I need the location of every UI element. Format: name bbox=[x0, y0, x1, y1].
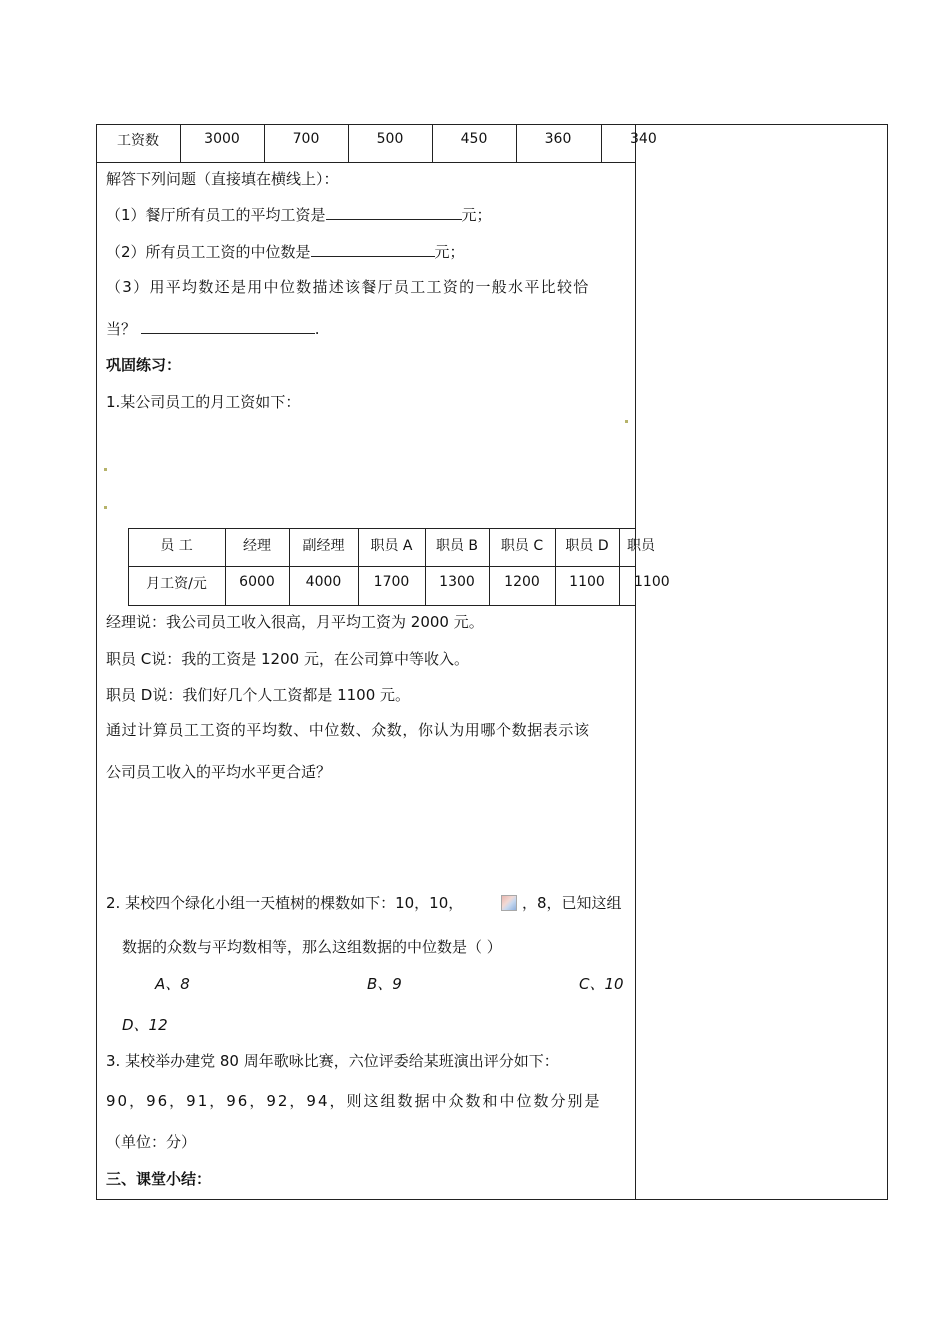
table-header-cell: 职员 C bbox=[500, 538, 544, 554]
question-3-text: 当？ bbox=[106, 320, 137, 338]
missing-number-image bbox=[501, 895, 517, 911]
practice-2-text-a: 2. 某校四个绿化小组一天植树的棵数如下：10，10， bbox=[106, 894, 464, 912]
question-1-text: （1）餐厅所有员工的平均工资是 bbox=[106, 206, 326, 224]
question-1 bbox=[106, 204, 492, 225]
section-heading-practice: 巩固练习： bbox=[106, 356, 182, 374]
option-d: D、12 bbox=[122, 1016, 168, 1034]
table-header-cell: 职员 A bbox=[370, 538, 413, 554]
option-b: B、9 bbox=[367, 975, 402, 993]
table-border bbox=[128, 605, 636, 606]
table-header-cell: 副经理 bbox=[302, 538, 345, 554]
table-header-cell: 职员 D bbox=[565, 538, 609, 554]
table-cell: 1300 bbox=[439, 574, 475, 590]
table-border bbox=[128, 528, 636, 529]
table-header-cell: 工资数 bbox=[117, 133, 159, 149]
statement-staff-c: 职员 C说：我的工资是 1200 元，在公司算中等收入。 bbox=[106, 650, 469, 668]
practice-2-text-b: ，8，已知这组 bbox=[522, 894, 622, 912]
question-1-unit: 元； bbox=[461, 206, 492, 224]
table-border bbox=[128, 566, 636, 567]
table-cell: 1100 bbox=[634, 574, 670, 590]
answer-blank bbox=[326, 205, 462, 220]
table-row-label: 月工资/元 bbox=[146, 576, 207, 592]
question-3-line2 bbox=[106, 318, 320, 339]
practice-1-question-line2: 公司员工收入的平均水平更合适？ bbox=[106, 763, 332, 781]
table-cell: 1200 bbox=[504, 574, 540, 590]
table-cell: 340 bbox=[630, 131, 657, 147]
question-2 bbox=[106, 241, 465, 262]
practice-3-line3: （单位：分） bbox=[106, 1133, 197, 1151]
answer-blank bbox=[141, 319, 315, 334]
decorative-dot bbox=[104, 468, 107, 471]
table-cell: 500 bbox=[376, 131, 404, 147]
section-heading-summary: 三、课堂小结： bbox=[106, 1170, 212, 1188]
practice-2-line2: 数据的众数与平均数相等，那么这组数据的中位数是（ ） bbox=[122, 938, 502, 956]
table-header-cell: 职员 bbox=[627, 538, 655, 554]
table-cell: 1100 bbox=[569, 574, 605, 590]
table-header-cell: 员 工 bbox=[160, 538, 193, 554]
practice-3-line1: 3. 某校举办建党 80 周年歌咏比赛，六位评委给某班演出评分如下： bbox=[106, 1052, 559, 1070]
option-c: C、10 bbox=[579, 975, 624, 993]
table-cell: 700 bbox=[292, 131, 320, 147]
table-header-cell: 职员 B bbox=[435, 538, 479, 554]
statement-manager: 经理说：我公司员工收入很高，月平均工资为 2000 元。 bbox=[106, 613, 484, 631]
question-2-text: （2）所有员工工资的中位数是 bbox=[106, 243, 311, 261]
practice-2-line1 bbox=[106, 892, 463, 913]
table-cell: 4000 bbox=[305, 574, 342, 590]
statement-staff-d: 职员 D说：我们好几个人工资都是 1100 元。 bbox=[106, 686, 411, 704]
question-2-unit: 元； bbox=[434, 243, 465, 261]
answer-blank bbox=[311, 242, 435, 257]
instructions-text: 解答下列问题（直接填在横线上）： bbox=[106, 170, 339, 188]
table-cell: 450 bbox=[460, 131, 488, 147]
table-row-bottom-border bbox=[96, 162, 636, 163]
option-a: A、8 bbox=[155, 975, 190, 993]
column-divider bbox=[635, 124, 636, 1200]
table-cell-border bbox=[601, 124, 602, 162]
decorative-dot bbox=[625, 420, 628, 423]
question-3-end: . bbox=[314, 320, 320, 338]
practice-1-intro: 1.某公司员工的月工资如下： bbox=[106, 393, 301, 411]
table-cell: 6000 bbox=[239, 574, 275, 590]
table-cell: 360 bbox=[544, 131, 572, 147]
table-cell: 1700 bbox=[373, 574, 410, 590]
decorative-dot bbox=[104, 506, 107, 509]
practice-3-line2: 90，96，91，96，92，94，则这组数据中众数和中位数分别是 bbox=[106, 1092, 602, 1110]
question-3-line1: （3）用平均数还是用中位数描述该餐厅员工工资的一般水平比较恰 bbox=[106, 278, 590, 296]
table-border bbox=[619, 528, 620, 605]
table-cell: 3000 bbox=[204, 131, 240, 147]
table-header-cell: 经理 bbox=[243, 538, 271, 554]
practice-1-question-line1: 通过计算员工工资的平均数、中位数、众数，你认为用哪个数据表示该 bbox=[106, 721, 590, 739]
